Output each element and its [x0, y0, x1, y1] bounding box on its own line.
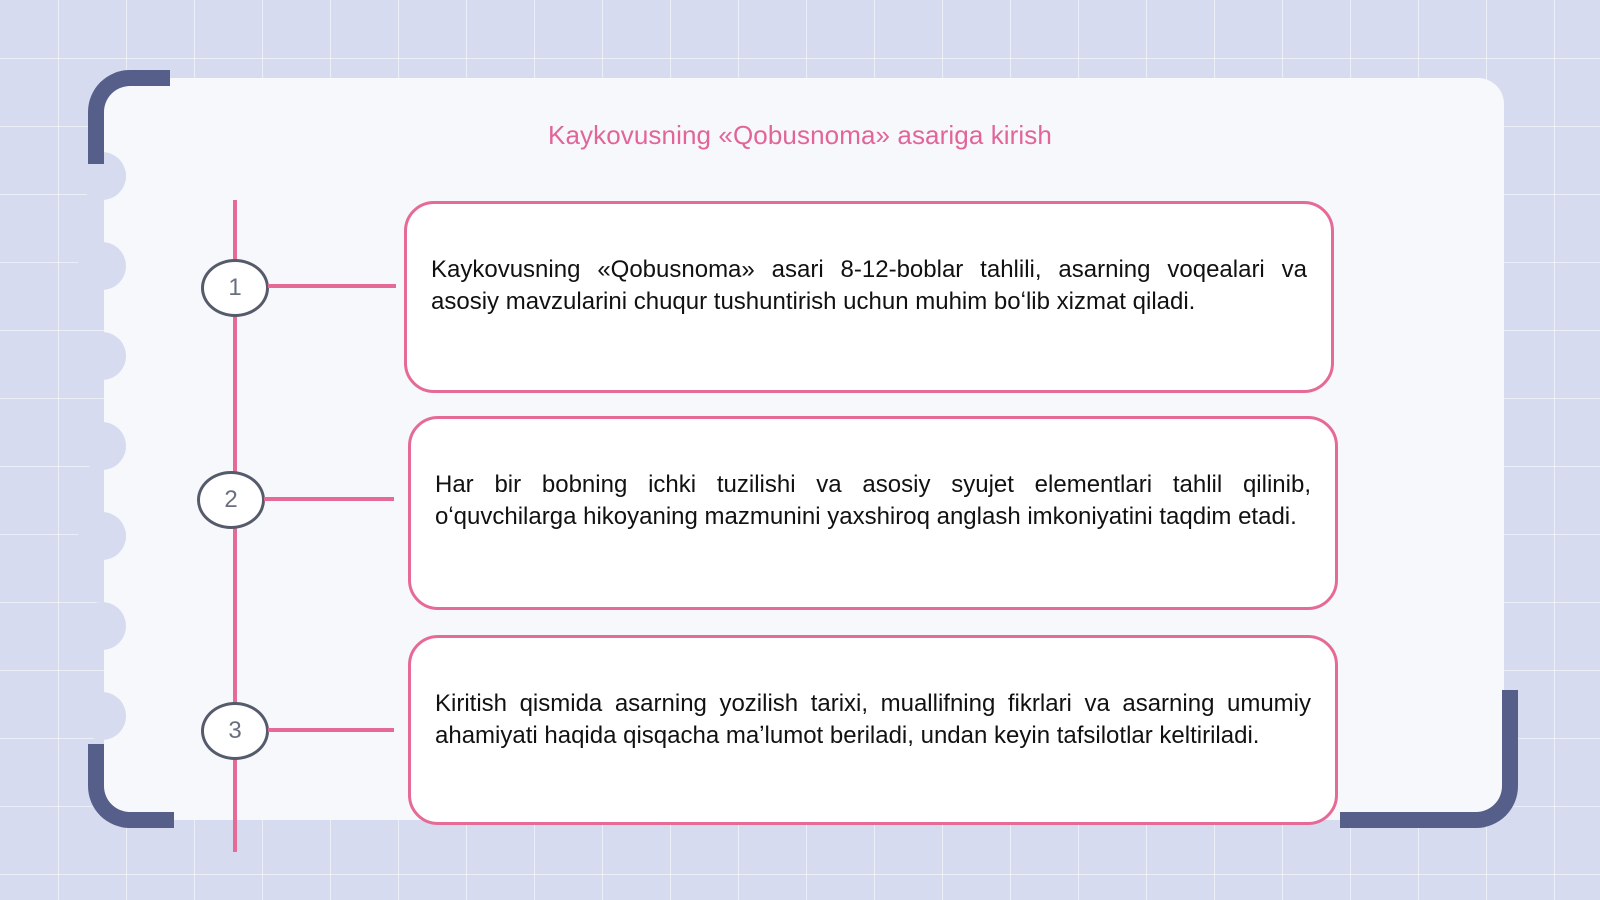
- timeline-node-3: 3: [201, 702, 269, 760]
- notebook-scallop: [78, 422, 126, 470]
- text-box-2: [408, 416, 1338, 610]
- text-box-1-text: Kaykovusning «Qobusnoma» asari 8-12-boblar tahlili, asarning voqealari va asosiy mavzularini chuqur tushuntirish uchun muhim boʻlib xizmat qiladi.: [431, 256, 1307, 315]
- notebook-scallop: [78, 242, 126, 290]
- timeline-node-1: 1: [201, 259, 269, 317]
- notebook-scallop: [78, 332, 126, 380]
- corner-bracket-bottom-right: [1340, 690, 1518, 828]
- text-box-2-text: Har bir bobning ichki tuzilishi va asosiy syujet elementlari tahlil qilinib, oʻquvchilarga hikoyaning mazmunini yaxshiroq anglash imkoniyatini taqdim etadi.: [435, 471, 1311, 530]
- notebook-scallop: [78, 692, 126, 740]
- text-box-3: [408, 635, 1338, 825]
- text-box-1: [404, 201, 1334, 393]
- text-box-3-text: Kiritish qismida asarning yozilish tarixi, muallifning fikrlari va asarning umumiy ahamiyati haqida qisqacha maʼlumot beriladi, undan keyin tafsilotlar keltiriladi.: [435, 690, 1311, 749]
- timeline-node-2: 2: [197, 471, 265, 529]
- corner-bracket-bottom-left: [88, 744, 174, 828]
- notebook-scallop: [78, 512, 126, 560]
- timeline-connector-1: [268, 284, 396, 288]
- notebook-scallop: [78, 602, 126, 650]
- timeline-connector-3: [268, 728, 394, 732]
- timeline-connector-2: [264, 497, 394, 501]
- slide-title: Kaykovusning «Qobusnoma» asariga kirish: [548, 120, 1052, 150]
